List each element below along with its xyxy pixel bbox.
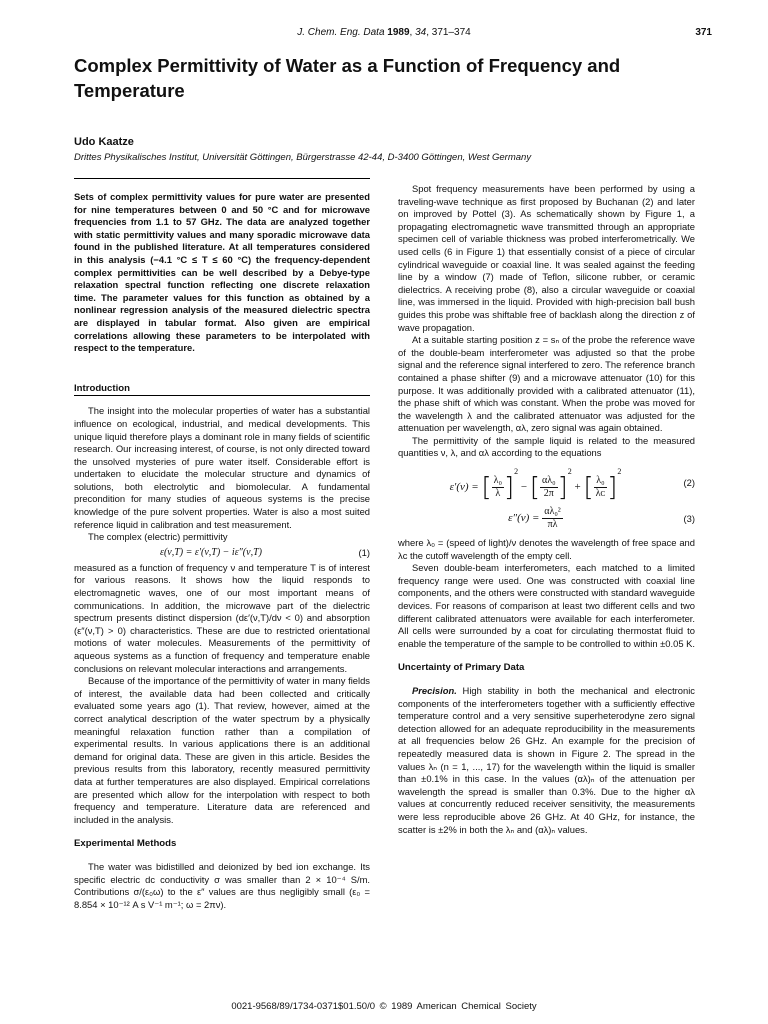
right-column	[398, 183, 695, 836]
section-heading-introduction: Introduction	[74, 382, 130, 394]
page-footer	[0, 1001, 768, 1012]
equation-3-denominator: πλ	[547, 519, 558, 531]
equation-2-lhs: ε′(ν) =	[449, 481, 479, 494]
page-number: 371	[695, 27, 712, 38]
precision-text: High stability in both the mechanical and electronic components of the interferometers together with a sufficiently effective temperature control and a very sensitive superheterodyne zero signal detection allowed for an adequate reproducibility in the measurements at all frequencies below 26 GHz. An example for the precision of repeatedly measured data is shown in Figure 2. The spread in the values λₙ (n = 1, ..., 17) for the wavelength within the liquid is smaller than ±0.1% in this case. In the values (αλ)ₙ of the attenuation per wavelength the spread is smaller than 0.3%. Due to the higher αλ values at concurrently reduced receiver sensitivity, the measurements were less reproducible above 26 GHz. At 40 GHz, for instance, the scatter is ±2% in both the λₙ and (αλ)ₙ values.	[398, 684, 695, 835]
journal-pages: 371–374	[431, 27, 471, 38]
experimental-paragraph-6: Seven double-beam interferometers, each matched to a limited frequency range were used. One was constructed with coaxial line components, and the others were constructed with standard waveguide devices. For reasons of comparison at least two different cells and two different calibrated attenuators were available for each interferometer. All cells were surrounded by a coat for circulating thermostat fluid to enable the temperature of the sample to be controlled to within ±0.05 K.	[398, 562, 695, 649]
bracket-close-icon: ]	[503, 472, 515, 503]
equation-2-body	[398, 466, 673, 503]
equation-2-number: (2)	[683, 477, 695, 489]
equation-1-body: ε(ν,T) = ε′(ν,T) − iε″(ν,T)	[160, 546, 262, 558]
equation-3-fraction	[542, 506, 563, 531]
equation-2-term-3-num: λ₀	[594, 475, 608, 488]
equation-2-term-3-den: λᴄ	[595, 488, 606, 500]
intro-paragraph-3: measured as a function of frequency ν and temperature T is of interest for various reasons. It shows how the liquid responds to electromagnetic waves, one of our most important means of communications. In addition, the microwave part of the dielectric spectrum presents distinct dispersion (dε′(ν,T)/dν < 0) and absorption (ε″(ν,T) > 0) characteristics. These are due to restricted orientational motions of water molecules. Measurements of the permittivity of aqueous systems as a function of frequency and temperature enable conclusions on relevant molecular interactions and arrangements.	[74, 561, 370, 674]
equation-2-term-3	[594, 475, 608, 500]
intro-paragraph-4: Because of the importance of the permittivity of water in many fields of interest, the available data had been collected and critically evaluated some years ago (1). That review, however, aimed at the correct analytical description of the water spectrum by a physically meaningful relaxation function rather than a compilation of experimental results. In various applications there is an additional demand for original data. These are given in this article. Besides the previous results from this laboratory, recently measured permittivity data at further temperatures are also displayed. Empirical correlations are presented which allow for the interpolation with respect to both frequency and temperature. Literature data are referenced and included in the analysis.	[74, 675, 370, 825]
intro-paragraph-1: The insight into the molecular properties of water has a substantial influence on ecological, industrial, and medical developments. This unique liquid therefore plays a dominant role in many fields of scientific research. Our increasing interest, of course, is not only directed toward the unsolved mysteries of pure water itself. Considerable effort is undertaken to elucidate the molecular structure and dynamics of solutions, both electrolytic and biomolecular. A fundamental precondition for many studies of aqueous systems is the precise knowledge of the pure solvent properties. Water is also a most suited reference liquid in calibration and test measurement.	[74, 405, 370, 530]
section-heading-uncertainty: Uncertainty of Primary Data	[398, 662, 525, 674]
square-exponent-icon: 2	[514, 467, 519, 477]
precision-runin-heading: Precision.	[412, 684, 457, 696]
bracket-open-icon: [	[583, 472, 594, 503]
running-head: J. Chem. Eng. Data 1989, 34, 371–374	[297, 27, 471, 38]
equation-2-term-1	[492, 475, 504, 500]
bracket-open-icon: [	[481, 472, 492, 503]
equation-3-body	[398, 506, 673, 531]
square-exponent-icon: 2	[567, 467, 572, 477]
journal-volume: 34	[415, 27, 427, 38]
experimental-paragraph-5: where λ₀ = (speed of light)/ν denotes the wavelength of free space and λᴄ the cutoff wavelength of the empty cell.	[398, 537, 695, 561]
equation-2-term-1-den: λ	[495, 488, 501, 500]
uncertainty-paragraph-1	[398, 685, 695, 836]
bracket-close-icon: ]	[557, 472, 568, 503]
equation-3-numerator: αλ₀²	[544, 506, 561, 518]
footer-code: 0021-9568/89/1734-0371$01.50/0	[231, 1001, 375, 1012]
author-name: Udo Kaatze	[74, 136, 134, 148]
equation-2-term-1-num: λ₀	[493, 475, 502, 487]
experimental-paragraph-4: The permittivity of the sample liquid is related to the measured quantities ν, λ, and αλ according to the equations	[398, 434, 695, 459]
bracket-close-icon: ]	[607, 472, 618, 503]
intro-paragraph-2: The complex (electric) permittivity	[88, 531, 228, 543]
equation-2	[398, 466, 695, 503]
author-affiliation: Drittes Physikalisches Institut, Universität Göttingen, Bürgerstrasse 42-44, D-3400 Göttingen, West Germany	[74, 152, 532, 163]
equation-2-plus: +	[574, 481, 581, 494]
abstract-top-rule	[74, 178, 370, 179]
journal-name: J. Chem. Eng. Data	[297, 27, 385, 38]
experimental-paragraph-2: Spot frequency measurements have been performed by using a traveling-wave technique as first proposed by Buchanan (2) and later on improved by Pottel (3). As schematically shown by Figure 1, a propagating electromagnetic wave transmitted through an appropriate specimen cell of variable thickness was probed interferometrically. We used cells (6 in Figure 1) that essentially consist of a piece of circular cylindrical waveguide or coaxial line. It was sealed against the feeding line by a window (7) made of Teflon, silicone rubber, or ceramic dielectrics. A receiving probe (8), also a circular waveguide or coaxial line, was immersed in the liquid. Provided with high-precision ball bush guides this probe was shiftable free of backlash along the direction z of wave propagation.	[398, 183, 695, 333]
experimental-paragraph-3: At a suitable starting position z = sₙ of the probe the reference wave of the double-beam interferometer was adjusted so that the probe signal and the reference signal interfered to zero. The reference branch contained a phase shifter (9) and a microwave attenuator (10) for this purpose. It was additionally provided with a calibrated attenuator (11), the phase shift of which was constant. When the probe was moved for the wavelength λ and the calibrated attenuator was adjusted for the attenuation per wavelength, αλ, zero signal was again obtained.	[398, 334, 695, 434]
journal-year: 1989	[387, 27, 410, 38]
equation-3	[398, 506, 695, 531]
equation-2-term-2-num: αλ₀	[542, 475, 556, 487]
abstract: Sets of complex permittivity values for pure water are presented for nine temperatures between 0 and 50 °C and for microwave frequencies from 1.1 to 57 GHz. The data are analyzed together with static permittivity values and many sporadic microwave data found in the published literature. At all temperatures considered in this analysis (−4.1 °C ≤ T ≤ 60 °C) the frequency-dependent complex permittivities can be well described by a Debye-type relaxation spectral function reflecting one discrete relaxation time. The parameter values for this function as obtained by a nonlinear regression analysis of the measured dielectric spectra are displayed in tabular format. Also given are empirical correlations allowing these parameters to be interpolated with respect to the temperature.	[74, 191, 370, 354]
article-title: Complex Permittivity of Water as a Function of Frequency and Temperature	[74, 55, 621, 101]
square-exponent-icon: 2	[617, 467, 622, 477]
equation-2-term-2-den: 2π	[543, 488, 554, 500]
equation-3-lhs: ε″(ν) =	[508, 512, 540, 525]
bracket-open-icon: [	[529, 472, 540, 503]
equation-1	[74, 547, 370, 559]
experimental-paragraph-1: The water was bidistilled and deionized by bed ion exchange. Its specific electric dc conductivity σ was smaller than 2 × 10⁻⁴ S/m. Contributions σ/(ε₀ω) to the ε″ values are thus negligibly small (ε₀ = 8.854 × 10⁻¹² A s V⁻¹ m⁻¹; ω = 2πν).	[74, 860, 370, 910]
equation-2-minus: −	[520, 481, 528, 494]
equation-2-term-2	[540, 475, 558, 500]
equation-3-number: (3)	[683, 512, 695, 524]
left-column	[74, 191, 370, 911]
equation-1-number: (1)	[358, 546, 370, 558]
footer-copyright: © 1989 American Chemical Society	[379, 1001, 537, 1012]
section-heading-experimental: Experimental Methods	[74, 838, 177, 850]
